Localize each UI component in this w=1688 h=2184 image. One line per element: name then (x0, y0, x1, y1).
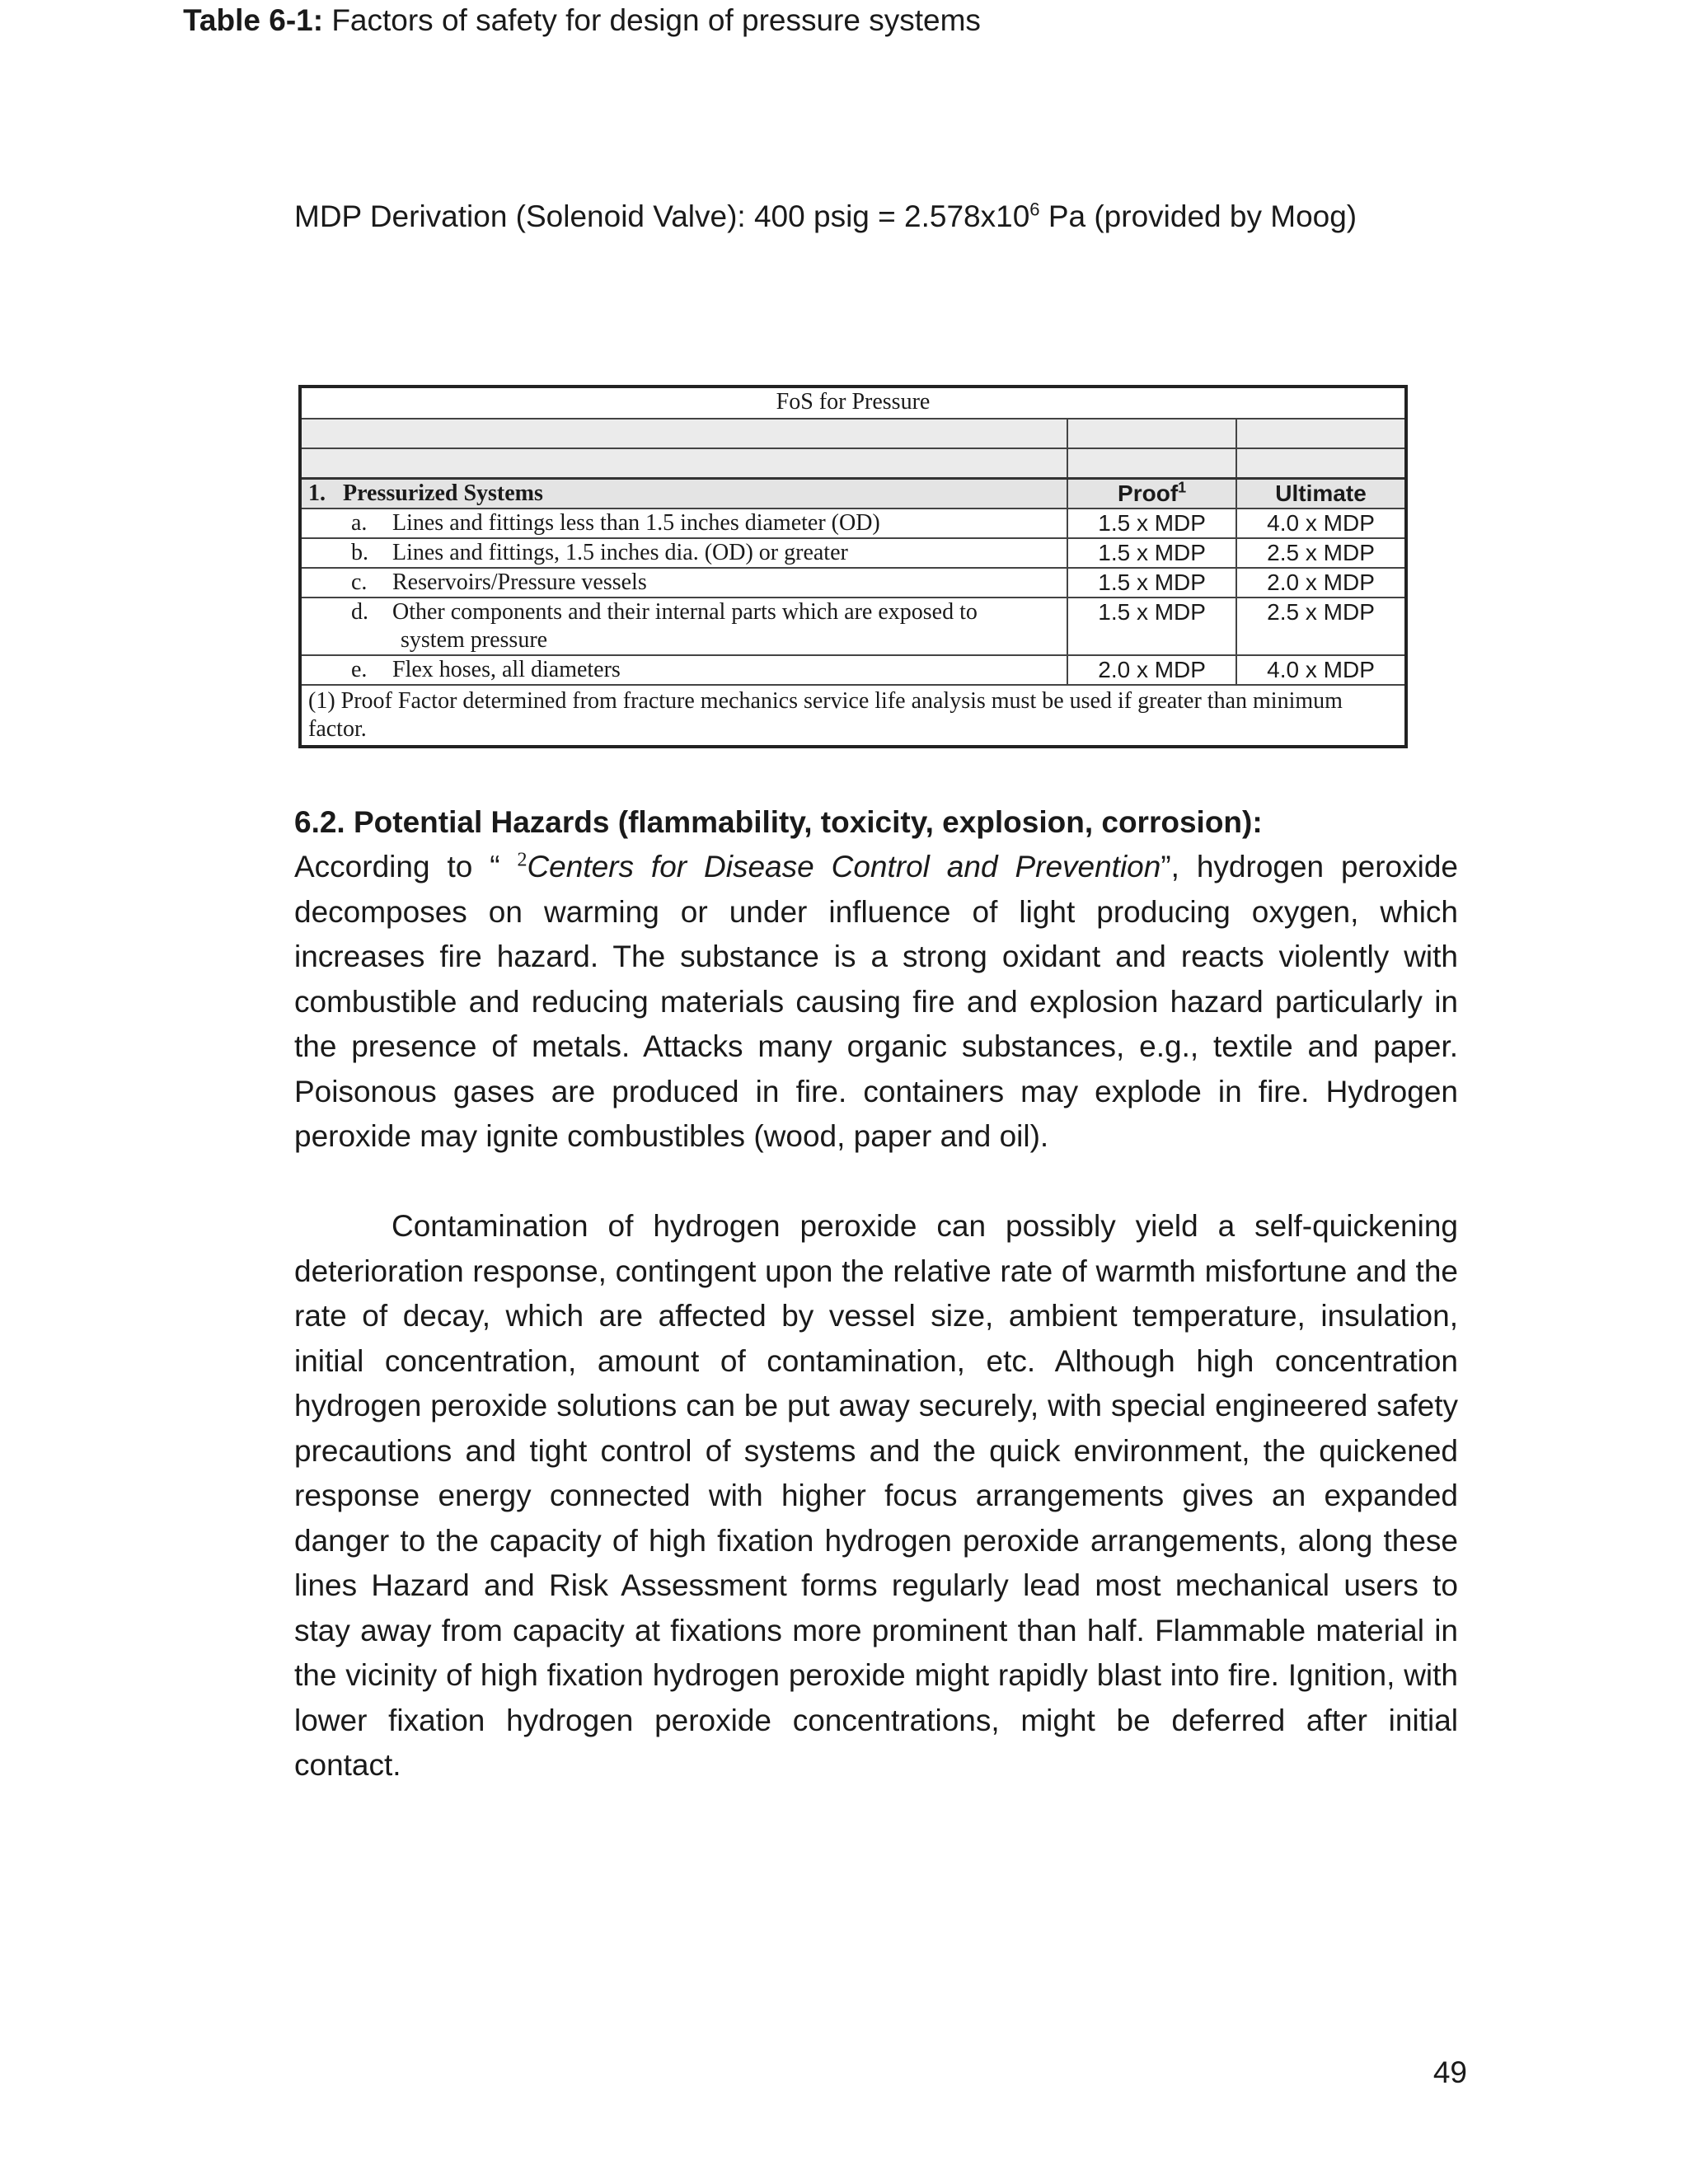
table-title-row (300, 387, 1406, 419)
proof-cell: 2.0 x MDP (1067, 655, 1236, 685)
row-label-cell: c. Reservoirs/Pressure vessels (300, 568, 1067, 598)
proof-cell: 1.5 x MDP (1067, 598, 1236, 655)
section-header-cell (300, 479, 1067, 509)
hazard-paragraph-1: According to “ $^2$Centers for Disease Control and Prevention”, hydrogen peroxide decomposes on warming or under influence of light producing oxygen, which increases fire hazard. The substance is a strong oxidant and reacts violently with combustible and reducing materials causing fire and explosion hazard particularly in the presence of metals. Attacks many organic substances, e.g., textile and paper. Poisonous gases are produced in fire. containers may explode in fire. Hydrogen peroxide may ignite combustibles (wood, paper and oil). (294, 849, 1458, 1153)
ultimate-header: Ultimate (1236, 479, 1406, 509)
table-blank-row (300, 448, 1406, 479)
proof-cell: 1.5 x MDP (1067, 568, 1236, 598)
mdp-suffix: Pa (provided by Moog) (1039, 199, 1357, 233)
table-row (300, 598, 1406, 655)
mdp-derivation-line (294, 196, 1458, 237)
table-row (300, 509, 1406, 538)
ultimate-cell: 4.0 x MDP (1236, 509, 1406, 538)
table-caption-label: Table 6-1: (183, 3, 324, 37)
cited-source: Centers for Disease Control and Prevention (527, 850, 1161, 883)
proof-header: Proof$^1$ (1067, 479, 1236, 509)
table-section-header (300, 479, 1406, 509)
section-number: 1. (308, 480, 326, 506)
ultimate-cell: 2.5 x MDP (1236, 538, 1406, 568)
ultimate-cell: 2.5 x MDP (1236, 598, 1406, 655)
proof-cell: 1.5 x MDP (1067, 538, 1236, 568)
mdp-exponent: 6 (1029, 199, 1040, 220)
mdp-prefix: MDP Derivation (Solenoid Valve): 400 psig = 2.578x10 (294, 199, 1030, 233)
table-row (300, 655, 1406, 685)
table-blank-row (300, 419, 1406, 448)
table-row (300, 538, 1406, 568)
page-number: 49 (1432, 2055, 1467, 2089)
hazard-paragraph-2: Contamination of hydrogen peroxide can possibly yield a self-quickening deterioration response, contingent upon the relative rate of warmth misfortune and the rate of decay, which are affected by vessel size, ambient temperature, insulation, initial concentration, amount of contamination, etc. Although high concentration hydrogen peroxide solutions can be put away securely, with special engineered safety precautions and tight control of systems and the quick environment, the quickened response energy connected with higher focus arrangements gives an expanded danger to the capacity of high fixation hydrogen peroxide arrangements, along these lines Hazard and Risk Assessment forms regularly lead most mechanical users to stay away from capacity at fixations more prominent than half. Flammable material in the vicinity of high fixation hydrogen peroxide might rapidly blast into fire. Ignition, with lower fixation hydrogen peroxide concentrations, might be deferred after initial contact. (294, 1209, 1458, 1782)
table-row (300, 568, 1406, 598)
reference-marker: 2 (517, 849, 528, 871)
ultimate-cell: 2.0 x MDP (1236, 568, 1406, 598)
table-footnote: (1) Proof Factor determined from fracture mechanics service life analysis must be used if greater than minimum factor. (300, 685, 1406, 747)
proof-cell: 1.5 x MDP (1067, 509, 1236, 538)
table-title: FoS for Pressure (300, 387, 1406, 419)
table-caption (0, 0, 1164, 41)
row-label-cell: a. Lines and fittings less than 1.5 inches diameter (OD) (300, 509, 1067, 538)
table-footnote-row (300, 685, 1406, 747)
section-heading: 6.2. Potential Hazards (flammability, toxicity, explosion, corrosion): (294, 805, 1263, 839)
table-caption-text: Factors of safety for design of pressure systems (323, 3, 981, 37)
fos-pressure-table (298, 385, 1408, 748)
row-label-cell: d. Other components and their internal parts which are exposed to system pressure (300, 598, 1067, 655)
ultimate-cell: 4.0 x MDP (1236, 655, 1406, 685)
section-label: Pressurized Systems (343, 480, 543, 506)
row-label-cell: e. Flex hoses, all diameters (300, 655, 1067, 685)
row-label-cell: b. Lines and fittings, 1.5 inches dia. (OD) or greater (300, 538, 1067, 568)
